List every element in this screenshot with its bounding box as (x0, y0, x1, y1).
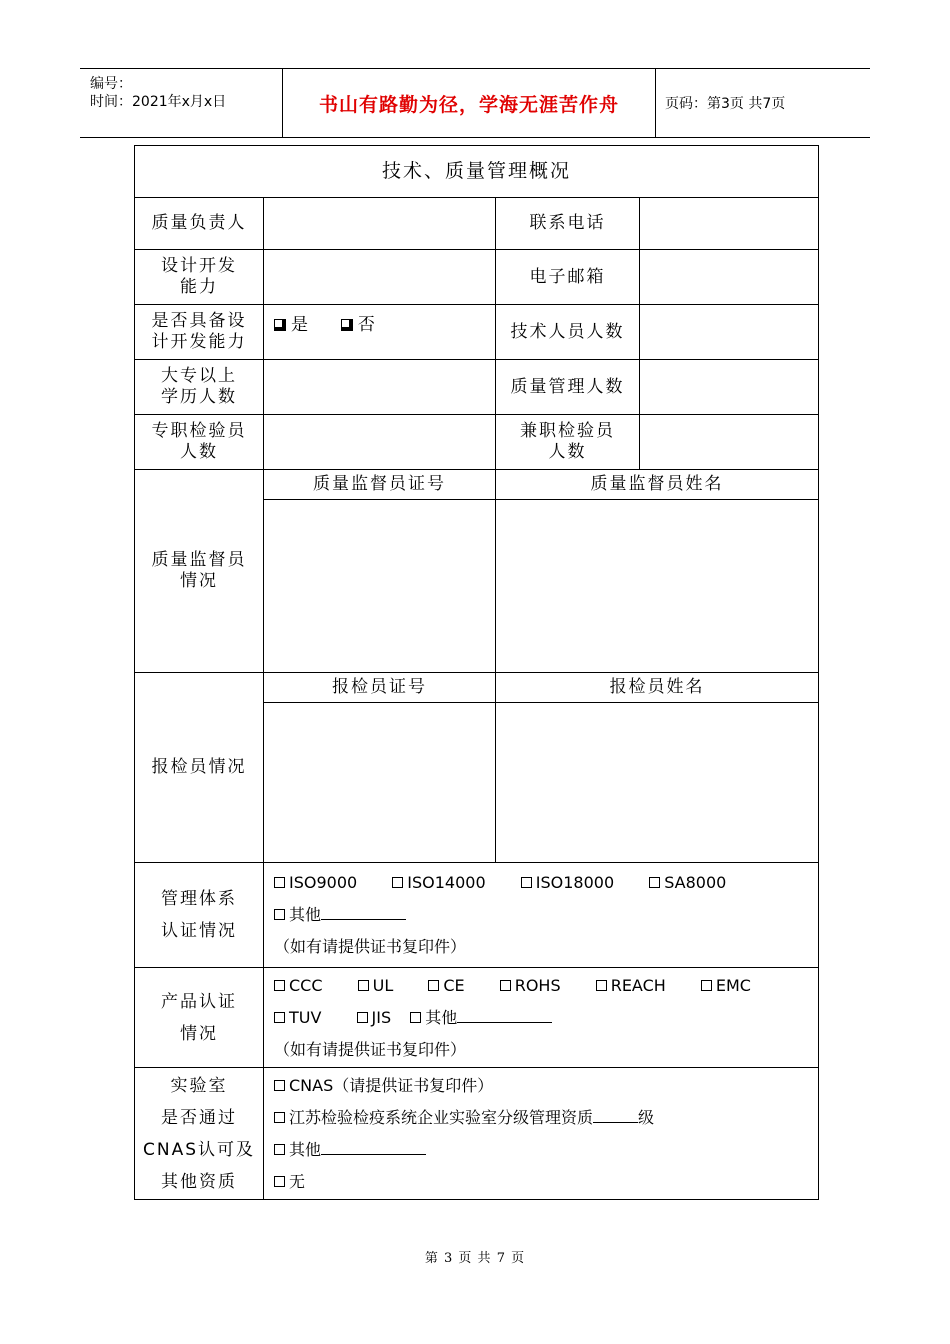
label-supervisor-l1: 质量监督员 (151, 550, 247, 570)
time-label: 时间：2021年x月x日 (90, 94, 227, 110)
lab-none-row (274, 1166, 818, 1198)
option-label: ROHS (514, 975, 561, 995)
lab-level-label: 级 (638, 1107, 655, 1127)
option-rohs[interactable] (500, 976, 561, 995)
option-mgmt-other[interactable] (274, 905, 321, 924)
field-supervisor-name[interactable] (496, 500, 819, 673)
label-prod-l2: 情况 (180, 1023, 218, 1044)
header-supervisor-cert: 质量监督员证号 (264, 470, 496, 500)
header-page-cell (655, 69, 870, 137)
page-footer: 第 3 页 共 7 页 (424, 1251, 526, 1266)
label-prod-l1: 产品认证 (161, 991, 237, 1012)
option-ul[interactable] (358, 976, 394, 995)
label-pt-inspector-l2: 人数 (548, 442, 587, 462)
mgmt-copy-note: （如有请提供证书复印件） (274, 937, 467, 956)
lab-jiangsu-row (274, 1102, 818, 1134)
option-ce[interactable] (428, 976, 464, 995)
field-quality-owner[interactable] (264, 198, 496, 250)
lab-other-row (274, 1134, 818, 1166)
label-college (135, 360, 264, 415)
option-iso18000[interactable] (521, 873, 614, 892)
prod-options-row1 (274, 970, 818, 1002)
header-declarer-name: 报检员姓名 (496, 673, 819, 703)
lab-level-blank[interactable] (593, 1104, 638, 1123)
label-lab-l4: 其他资质 (161, 1171, 237, 1192)
label-college-l2: 学历人数 (161, 387, 237, 407)
option-sa8000[interactable] (649, 873, 726, 892)
label-phone: 联系电话 (496, 198, 640, 250)
label-ft-inspector-l2: 人数 (180, 442, 218, 462)
header-supervisor-name: 质量监督员姓名 (496, 470, 819, 500)
field-declarer-cert[interactable] (264, 703, 496, 863)
label-design-ability-l1: 设计开发 (161, 256, 237, 276)
option-tuv[interactable] (274, 1008, 321, 1027)
checkbox-icon (521, 877, 532, 888)
option-jis[interactable] (357, 1008, 392, 1027)
option-label: EMC (715, 975, 751, 995)
motto: 书山有路勤为径，学海无涯苦作舟 (318, 93, 619, 116)
prod-other-blank[interactable] (457, 1004, 552, 1023)
number-label: 编号： (90, 76, 132, 92)
label-pt-inspector-l1: 兼职检验员 (520, 421, 615, 441)
label-declarer: 报检员情况 (135, 673, 264, 863)
lab-options (264, 1068, 819, 1200)
option-label: 其他 (289, 905, 322, 924)
label-supervisor-l2: 情况 (180, 571, 218, 591)
option-cnas[interactable] (274, 1076, 493, 1095)
option-label: 江苏检验检疫系统企业实验室分级管理资质 (289, 1107, 594, 1127)
checkbox-icon (649, 877, 660, 888)
mgmt-options-row (274, 867, 818, 899)
header-motto-cell (282, 69, 656, 137)
label-has-design-l2: 计开发能力 (151, 332, 247, 352)
field-declarer-name[interactable] (496, 703, 819, 863)
label-ft-inspector (135, 415, 264, 470)
checkbox-icon (701, 980, 712, 991)
label-mgmt-l2: 认证情况 (161, 921, 237, 941)
lab-cnas-row (274, 1070, 818, 1102)
option-ccc[interactable] (274, 976, 323, 995)
mgmt-other-row (274, 899, 818, 931)
field-qm-staff[interactable] (640, 360, 819, 415)
checkbox-icon (392, 877, 403, 888)
option-prod-other[interactable] (410, 1008, 457, 1027)
quality-overview-table (134, 145, 819, 1200)
checkbox-icon (341, 319, 353, 331)
checkbox-icon (274, 1012, 285, 1023)
no-label: 否 (357, 315, 375, 335)
option-label: ISO18000 (535, 873, 615, 892)
option-label: REACH (610, 975, 666, 995)
checkbox-icon (274, 1112, 285, 1123)
option-reach[interactable] (596, 976, 666, 995)
option-emc[interactable] (701, 976, 751, 995)
field-tech-staff[interactable] (640, 305, 819, 360)
checkbox-icon (428, 980, 439, 991)
option-label: CCC (289, 975, 323, 995)
option-label: CE (443, 975, 465, 995)
label-prod-cert (135, 968, 264, 1068)
label-design-ability-l2: 能力 (180, 277, 218, 297)
field-design-ability[interactable] (264, 250, 496, 305)
label-lab-l2: 是否通过 (161, 1107, 237, 1128)
option-label: 无 (289, 1171, 306, 1191)
label-quality-owner: 质量负责人 (135, 198, 264, 250)
option-label: CNAS（请提供证书复印件） (289, 1075, 494, 1095)
label-supervisor (135, 470, 264, 673)
checkbox-icon (274, 1080, 285, 1091)
header-declarer-cert: 报检员证号 (264, 673, 496, 703)
field-pt-inspector[interactable] (640, 415, 819, 470)
field-supervisor-cert[interactable] (264, 500, 496, 673)
option-iso9000[interactable] (274, 873, 357, 892)
checkbox-icon (500, 980, 511, 991)
mgmt-cert-options (264, 863, 819, 968)
label-lab-l3: CNAS认可及 (142, 1139, 255, 1160)
option-label: UL (372, 975, 394, 995)
field-phone[interactable] (640, 198, 819, 250)
label-lab (135, 1068, 264, 1200)
option-label: ISO9000 (289, 873, 358, 892)
label-qm-staff: 质量管理人数 (496, 360, 640, 415)
prod-copy-note: （如有请提供证书复印件） (274, 1039, 467, 1059)
prod-cert-options (264, 968, 819, 1068)
field-college[interactable] (264, 360, 496, 415)
lab-other-blank[interactable] (321, 1136, 426, 1155)
checkbox-icon (274, 980, 285, 991)
field-has-design (264, 305, 496, 360)
option-label: JIS (371, 1007, 392, 1027)
label-pt-inspector (496, 415, 640, 470)
checkbox-icon (274, 319, 286, 331)
page-info: 页码：第3页 共7页 (665, 96, 786, 112)
label-has-design (135, 305, 264, 360)
yes-label: 是 (291, 315, 308, 335)
field-ft-inspector[interactable] (264, 415, 496, 470)
label-email: 电子邮箱 (496, 250, 640, 305)
checkbox-icon (357, 1012, 368, 1023)
mgmt-other-blank[interactable] (321, 901, 406, 920)
page-header (80, 68, 870, 138)
option-jiangsu[interactable] (274, 1108, 593, 1127)
label-tech-staff: 技术人员人数 (496, 305, 640, 360)
label-college-l1: 大专以上 (161, 366, 237, 386)
header-meta (80, 69, 282, 137)
label-design-ability (135, 250, 264, 305)
label-ft-inspector-l1: 专职检验员 (151, 421, 247, 441)
yes-option[interactable] (274, 315, 308, 335)
checkbox-icon (410, 1012, 421, 1023)
checkbox-icon (358, 980, 369, 991)
option-iso14000[interactable] (392, 873, 485, 892)
checkbox-icon (274, 1144, 285, 1155)
label-mgmt-l1: 管理体系 (161, 889, 237, 909)
label-lab-l1: 实验室 (170, 1075, 228, 1096)
option-none[interactable] (274, 1172, 305, 1191)
prod-options-row2 (274, 1002, 818, 1034)
checkbox-icon (274, 877, 285, 888)
label-mgmt-cert (135, 863, 264, 968)
option-label: SA8000 (664, 873, 727, 892)
checkbox-icon (274, 909, 285, 920)
checkbox-icon (596, 980, 607, 991)
label-has-design-l1: 是否具备设 (151, 311, 247, 331)
field-email[interactable] (640, 250, 819, 305)
option-label: TUV (289, 1007, 322, 1027)
option-label: ISO14000 (407, 873, 486, 892)
option-label: 其他 (289, 1139, 322, 1159)
option-lab-other[interactable] (274, 1140, 321, 1159)
no-option[interactable] (341, 315, 375, 335)
option-label: 其他 (425, 1007, 458, 1027)
checkbox-icon (274, 1176, 285, 1187)
table-title: 技术、质量管理概况 (135, 146, 819, 198)
